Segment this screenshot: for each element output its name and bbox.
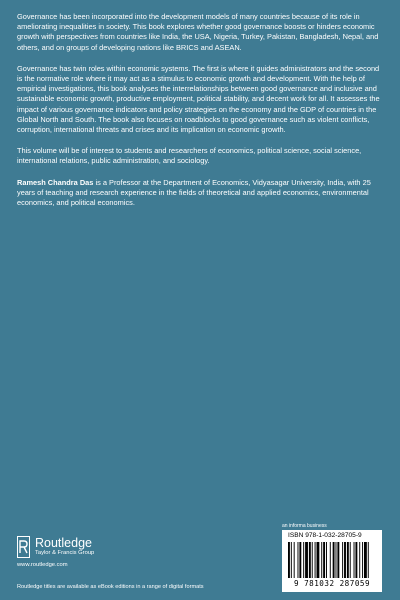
publisher-group: Taylor & Francis Group: [35, 550, 95, 556]
barcode-bar: [342, 542, 343, 578]
author-bio: [17, 178, 383, 209]
back-cover-text: [17, 12, 383, 219]
isbn-area: [282, 523, 382, 592]
blurb-paragraph-3: This volume will be of interest to students and researchers of economics, political science, social science, international relations, public administration, and sociology.: [17, 146, 362, 166]
barcode-bar: [333, 542, 335, 578]
barcode-bar: [337, 542, 339, 578]
barcode-bar: [299, 542, 301, 578]
barcode-bar: [303, 542, 304, 578]
barcode-bar: [354, 542, 355, 578]
barcode-icon: [288, 542, 376, 578]
barcode-bar: [326, 542, 327, 578]
informa-tagline: an informa business: [282, 523, 327, 529]
barcode-bar: [321, 542, 322, 578]
barcode-bar: [336, 542, 337, 578]
barcode-bar: [305, 542, 308, 578]
barcode-bar: [362, 542, 363, 578]
barcode-bar: [291, 542, 292, 578]
barcode-bar: [315, 542, 316, 578]
barcode-bar: [298, 542, 299, 578]
barcode-bar: [323, 542, 325, 578]
barcode-bar: [317, 542, 320, 578]
barcode-bar: [347, 542, 349, 578]
barcode-bar: [294, 542, 295, 578]
barcode-bar: [312, 542, 313, 578]
barcode-bar: [355, 542, 357, 578]
blurb-paragraph-2: Governance has twin roles within economic systems. The first is where it guides administrators and the second is the normative role where it may act as a stimulus to economic growth and development. With the help of empirical investigations, this book analyses the interrelationships between good governance and inclusive and sustainable economic growth, productive employment, political stability, and decent work for all. It assesses the impact of various governance indicators and policy strategies on the economy and the GDP of countries in the Global North and South. The book also focuses on roadblocks to good governance such as violent conflicts, corruption, international threats and crises and its implication on economic growth.: [17, 63, 380, 135]
barcode-box: [282, 530, 382, 592]
barcode-bar: [364, 542, 367, 578]
publisher-website[interactable]: www.routledge.com: [17, 562, 68, 568]
author-name: Ramesh Chandra Das: [17, 177, 94, 187]
barcode-bar: [330, 542, 331, 578]
isbn-label: ISBN 978-1-032-28705-9: [288, 532, 362, 539]
routledge-logo-icon: [17, 536, 30, 558]
publisher-name: Routledge: [35, 536, 92, 550]
barcode-bar: [359, 542, 360, 578]
barcode-bar: [368, 542, 369, 578]
barcode-bar: [350, 542, 351, 578]
author-bio-text: is a Professor at the Department of Economics, Vidyasagar University, India, with 25 years of teaching and research experience in the fields of theoretical and applied economics, environmental economics, and political economics.: [17, 177, 371, 208]
ebook-note: Routledge titles are available as eBook editions in a range of digital formats: [17, 584, 204, 590]
barcode-digits: 9 781032 287059: [293, 579, 371, 588]
barcode-bar: [288, 542, 290, 578]
publisher-logo: [17, 536, 167, 558]
publisher-block: [17, 536, 167, 568]
blurb-paragraph-1: Governance has been incorporated into the development models of many countries because of its role in ameliorating inequalities in society. This book explores whether good governance boosts or hinders economic growth with perspectives from countries like India, the USA, Nigeria, Turkey, Pakistan, Bangladesh, Nepal, and others, and on groups of developing nations like BRICS and ASEAN.: [17, 12, 379, 52]
barcode-bar: [344, 542, 346, 578]
barcode-bar: [309, 542, 311, 578]
